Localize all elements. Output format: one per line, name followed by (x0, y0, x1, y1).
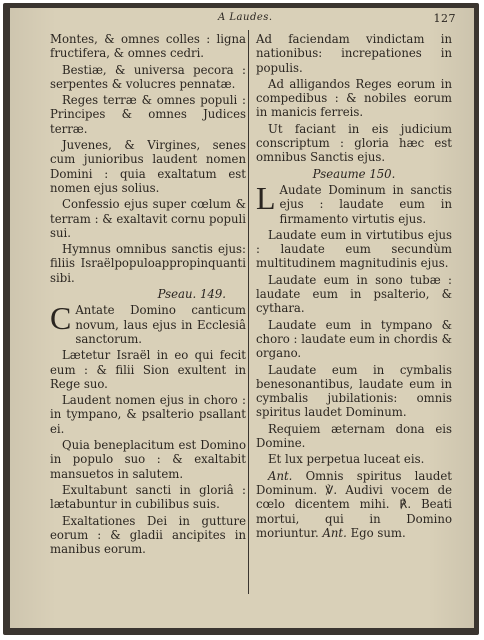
verse: Reges terræ & omnes populi : Principes & omnes Judices terræ. (50, 93, 246, 136)
antiphon (256, 469, 452, 540)
verse: Et lux perpetua luceat eis. (268, 452, 425, 467)
book-page (10, 8, 474, 628)
verse: Hymnus omnibus sanctis ejus: filiis Israëlpopuloappropinquanti sibi. (50, 242, 246, 285)
running-title: A Laudes. (218, 12, 273, 23)
psalm-heading: Pseaume 150. (312, 166, 396, 181)
verse: Exaltationes Dei in gutture eorum : & gladii ancipites in manibus eorum. (50, 513, 246, 557)
verse: Montes, & omnes colles : ligna fructifera, & omnes cedri. (50, 32, 246, 61)
psalm-opening-text: Audate Dominum in sanctis ejus : laudate eum in firmamento virtutis ejus. (279, 182, 452, 226)
verse: Exultabunt sancti in gloriâ : lætabuntur in cubilibus suis. (50, 482, 246, 512)
right-column (256, 32, 452, 542)
page-number: 127 (433, 12, 456, 25)
verse: Laudate eum in tympano & choro : laudate eum in chordis & organo. (256, 317, 452, 361)
antiphon-label: Ant. (322, 525, 347, 540)
running-head (10, 12, 474, 26)
column-divider (248, 30, 249, 594)
verse: Laudate eum in cymbalis benesonantibus, laudate eum in cymbalis jubilationis: omnis spiritus laudet Dominum. (256, 362, 452, 420)
verse: Confessio ejus super cœlum & terram : & exaltavit cornu populi sui. (50, 197, 246, 240)
psalm-opening (50, 300, 246, 346)
drop-cap: L (256, 179, 276, 216)
drop-cap: C (50, 300, 72, 337)
psalm-heading: Pseau. 149. (157, 287, 226, 302)
verse: Laudate eum in sono tubæ : laudate eum in psalterio, & cythara. (256, 272, 452, 316)
verse: Laudate eum in virtutibus ejus : laudate eum secundùm multitudinem magnitudinis ejus. (256, 227, 452, 271)
psalm-opening (256, 179, 452, 226)
verse: Quia beneplacitum est Domino in populo suo : & exaltabit mansuetos in salutem. (50, 438, 246, 481)
antiphon-text: Omnis spiritus laudet Dominum. ℣. Audivi vocem de cœlo dicentem mihi. ℟. Beati mortui, qui in Domino moriuntur. (256, 468, 453, 540)
verse: Juvenes, & Virgines, senes cum junioribus laudent nomen Domini : quia exaltatum est nomen ejus solius. (50, 138, 246, 195)
verse: Lætetur Israël in eo qui fecit eum : & filii Sion exultent in Rege suo. (50, 348, 246, 391)
verse: Bestiæ, & universa pecora : serpentes & volucres pennatæ. (50, 62, 246, 91)
psalm-opening-text: Antate Domino canticum novum, laus ejus in Ecclesiâ sanctorum. (75, 303, 246, 346)
verse: Ut faciant in eis judicium conscriptum : gloria hæc est omnibus Sanctis ejus. (256, 121, 452, 165)
verse: Laudent nomen ejus in choro : in tympano, & psalterio psallant ei. (50, 393, 246, 436)
verse: Ad alligandos Reges eorum in compedibus : & nobiles eorum in manicis ferreis. (256, 76, 452, 120)
verse: Requiem æternam dona eis Domine. (256, 421, 452, 451)
left-column (50, 32, 246, 558)
antiphon-label: Ant. (268, 468, 293, 483)
verse: Ad faciendam vindictam in nationibus: increpationes in populis. (256, 32, 452, 75)
antiphon-text: Ego sum. (350, 525, 406, 540)
